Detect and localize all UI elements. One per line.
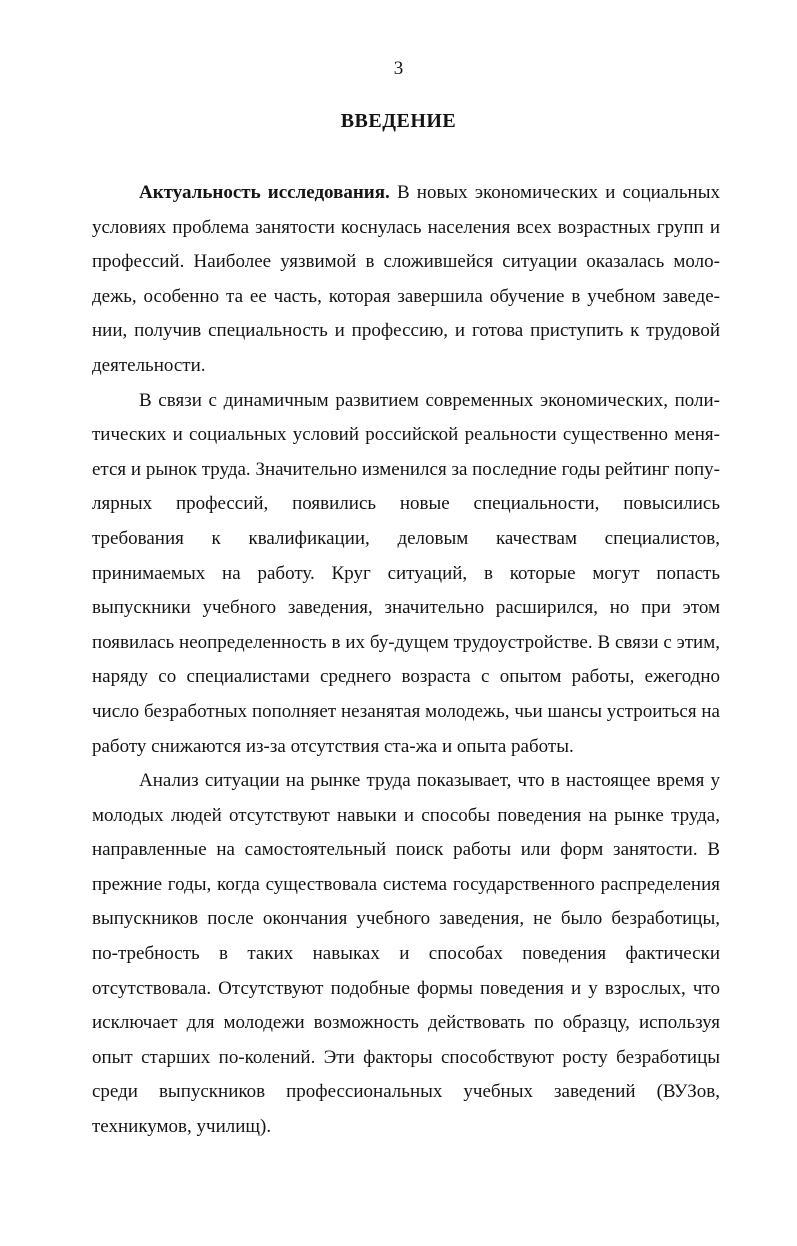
paragraph-relevance	[92, 176, 720, 384]
page-number: 3	[393, 58, 404, 79]
paragraph-labor-market: В связи с динамичным развитием современных экономических, поли-тических и социальных условий российской реальности существенно меня-ется и рынок труда. Значительно изменился за последние годы рейтинг попу-лярных профессий, появились новые специальности, повысились требования к квалификации, деловым качествам специалистов, принимаемых на работу. Круг ситуаций, в которые могут попасть выпускники учебного заведения, значительно расширился, но при этом появилась неопределенность в их бу-дущем трудоустройстве. В связи с этим, наряду со специалистами среднего возраста с опытом работы, ежегодно число безработных пополняет незанятая молодежь, чьи шансы устроиться на работу снижаются из-за отсутствия ста-жа и опыта работы.	[92, 389, 720, 757]
body-text	[92, 176, 720, 1145]
paragraph-lead: Актуальность исследования.	[139, 182, 390, 203]
section-heading: ВВЕДЕНИЕ	[340, 110, 457, 132]
paragraph-text: В новых экономических и социальных условиях проблема занятости коснулась населения всех возрастных групп и профессий. Наиболее уязвимой в сложившейся ситуации оказалась моло-дежь, особенно та ее часть, которая завершила обучение в учебном заведе-нии, получив специальность и профессию, и готова приступить к трудовой деятельности.	[92, 182, 720, 376]
paragraph-analysis: Анализ ситуации на рынке труда показывает, что в настоящее время у молодых людей отсутствуют навыки и способы поведения на рынке труда, направленные на самостоятельный поиск работы или форм занятости. В прежние годы, когда существовала система государственного распределения выпускников после окончания учебного заведения, не было безработицы, по-требность в таких навыках и способах поведения фактически отсутствовала. Отсутствуют подобные формы поведения и у взрослых, что исключает для молодежи возможность действовать по образцу, используя опыт старших по-колений. Эти факторы способствуют росту безработицы среди выпускников профессиональных учебных заведений (ВУЗов, техникумов, училищ).	[92, 770, 720, 1138]
